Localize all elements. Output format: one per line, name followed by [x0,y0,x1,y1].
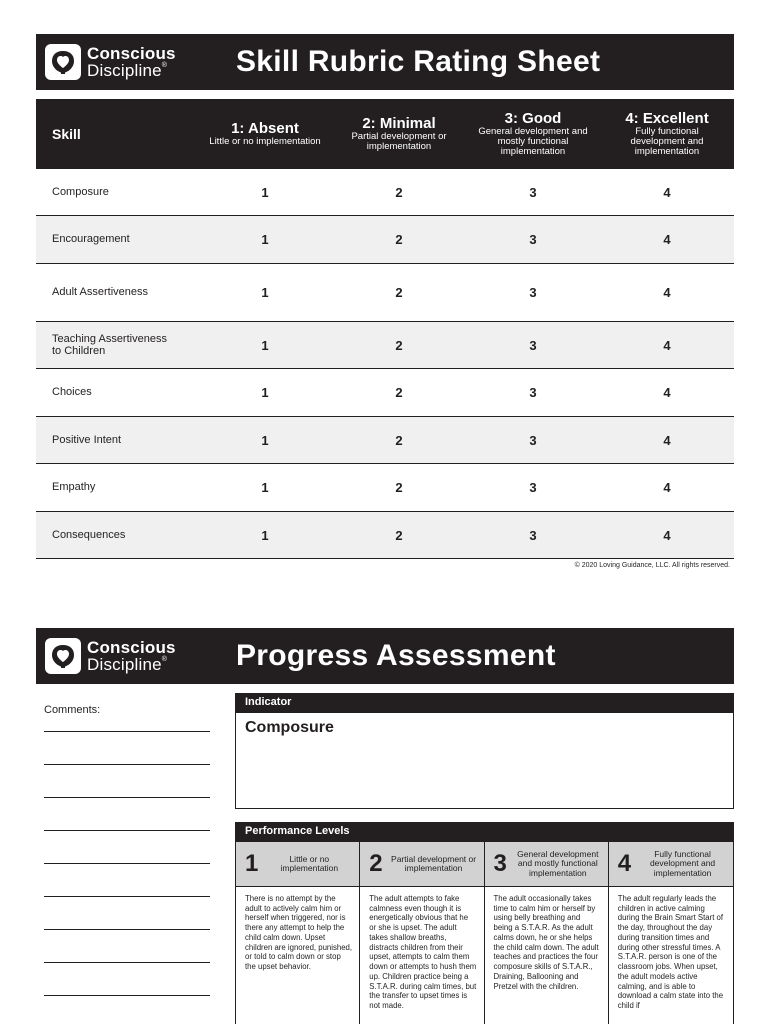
rating-3[interactable]: 3 [529,385,537,400]
rating-3[interactable]: 3 [529,232,537,247]
indicator-box [235,693,734,809]
brand-logo [36,44,236,80]
rubric-row-encouragement [36,216,734,264]
comment-line[interactable] [44,830,210,831]
level-description: The adult regularly leads the children in active calming during the Brain Smart Start of the day, throughout the day during transition times and during other stressful times. A S.T.A.R. person is one of the classroom jobs. When upset, the adult models active calming, and is able to download a calm state into the child if [617,894,724,1011]
brand-line2: Discipline [87,655,162,674]
rubric-row-teaching-assertiveness [36,322,734,369]
level-header-2 [332,116,466,152]
rating-1[interactable]: 1 [261,184,269,200]
level-title: 1: Absent [231,120,299,138]
comment-line[interactable] [44,995,210,996]
comments-label: Comments: [44,704,101,716]
skill-name: Composure [52,185,109,198]
level-description: The adult occasionally takes time to calm him or herself by using belly breathing and being a S.T.A.R. As the adult calms down, he or she helps the child calm down. The adult teaches and practices the four composure skills of S.T.A.R., Draining, Ballooning and Pretzel with the children. [493,894,599,991]
skill-name: Consequences [52,528,126,541]
comment-line[interactable] [44,929,210,930]
rubric-row-choices [36,369,734,417]
rubric-table [36,99,734,559]
brand-logo [36,638,236,674]
level-title: 4: Excellent [625,110,709,128]
comment-line[interactable] [44,896,210,897]
rating-2[interactable]: 2 [395,385,403,400]
brand-line1: Conscious [87,44,176,63]
rubric-header-bar [36,34,734,90]
rating-4[interactable]: 4 [663,337,671,353]
level-header-1 [198,121,332,147]
rating-1[interactable]: 1 [261,527,269,543]
level-label: Little or no implementation [280,853,339,873]
performance-level-2 [360,842,484,1024]
rating-2[interactable]: 2 [395,337,403,353]
level-header-4 [600,111,734,157]
level-title: 2: Minimal [362,115,436,133]
indicator-value: Composure [245,719,334,736]
performance-level-head [609,842,733,887]
brain-heart-logo-icon [45,44,81,80]
progress-header-bar [36,628,734,684]
indicator-header: Indicator [236,694,733,713]
rating-4[interactable]: 4 [663,385,671,400]
rating-1[interactable]: 1 [261,432,269,448]
rating-1[interactable]: 1 [261,285,269,300]
rubric-row-positive-intent [36,417,734,464]
level-number: 2 [369,850,383,877]
rubric-row-adult-assertiveness [36,264,734,322]
skill-name: Adult Assertiveness [52,286,148,299]
brand-reg: ® [161,62,168,69]
rating-1[interactable]: 1 [261,385,269,400]
rating-4[interactable]: 4 [663,232,671,247]
level-label: General development and mostly functional implementation [517,848,599,878]
performance-grid [236,842,733,1024]
skill-name: Positive Intent [52,433,122,446]
comment-line[interactable] [44,962,210,963]
performance-level-head [236,842,359,887]
rating-2[interactable]: 2 [395,480,403,495]
performance-level-3 [485,842,609,1024]
rating-3[interactable]: 3 [529,432,537,448]
brand-line2: Discipline [87,61,162,80]
rating-2[interactable]: 2 [395,285,403,300]
rating-3[interactable]: 3 [529,285,537,300]
skill-name: Choices [52,386,92,399]
level-number: 3 [493,850,507,877]
level-desc: General development and mostly functional implementation [478,125,588,157]
performance-level-head [360,842,483,887]
level-description: There is no attempt by the adult to actively calm him or herself when triggered, nor is there any attempt to help the child calm down. Upset children are ignored, punished, or told to calm down or stop the upset behavior. [245,894,353,972]
level-title: 3: Good [504,110,562,128]
skill-name: Encouragement [52,233,130,246]
level-number: 4 [617,850,632,877]
rating-2[interactable]: 2 [395,527,403,543]
level-description: The adult attempts to fake calmness even though it is energetically obvious that he or she is upset. The adult takes shallow breaths, distracts children from their upset, attempts to calm them down or attempts to hush them up. Children practice being a S.T.A.R. during calm times, but the transfer to upset times is not made. [369,894,477,1011]
skill-column-header: Skill [52,126,81,142]
brain-heart-logo-icon [45,638,81,674]
rating-4[interactable]: 4 [663,432,671,448]
rubric-title: Skill Rubric Rating Sheet [236,45,601,78]
rating-3[interactable]: 3 [529,184,537,200]
rating-2[interactable]: 2 [395,184,403,200]
rating-3[interactable]: 3 [529,337,537,353]
level-label: Partial development or implementation [391,853,477,873]
brand-line1: Conscious [87,638,176,657]
rubric-row-empathy [36,464,734,512]
level-desc: Fully functional development and implementation [630,125,704,157]
rating-1[interactable]: 1 [261,337,269,353]
level-desc: Little or no implementation [209,135,321,147]
brand-reg: ® [161,656,168,663]
performance-level-head [485,842,608,887]
performance-level-4 [609,842,733,1024]
comment-line[interactable] [44,797,210,798]
rating-3[interactable]: 3 [529,480,537,495]
rubric-row-consequences [36,512,734,559]
comment-line[interactable] [44,764,210,765]
rubric-table-header [36,99,734,169]
rating-2[interactable]: 2 [395,232,403,247]
rating-1[interactable]: 1 [261,232,269,247]
level-desc: Partial development or implementation [351,130,447,152]
rating-4[interactable]: 4 [663,285,671,300]
skill-name: Teaching Assertiveness to Children [52,332,167,357]
comment-line[interactable] [44,731,210,732]
performance-level-1 [236,842,360,1024]
level-number: 1 [245,850,259,877]
rating-4[interactable]: 4 [663,480,671,495]
rating-1[interactable]: 1 [261,480,269,495]
rubric-row-composure [36,169,734,216]
level-header-3 [466,111,600,157]
copyright-notice: © 2020 Loving Guidance, LLC. All rights reserved. [574,562,730,569]
rating-4[interactable]: 4 [663,527,671,543]
rating-2[interactable]: 2 [395,432,403,448]
performance-header: Performance Levels [236,823,733,842]
rating-3[interactable]: 3 [529,527,537,543]
level-label: Fully functional development and implementation [649,848,716,878]
comment-line[interactable] [44,863,210,864]
progress-title: Progress Assessment [236,639,556,672]
rating-4[interactable]: 4 [663,184,671,200]
skill-name: Empathy [52,481,96,494]
performance-levels-box [235,822,734,1024]
